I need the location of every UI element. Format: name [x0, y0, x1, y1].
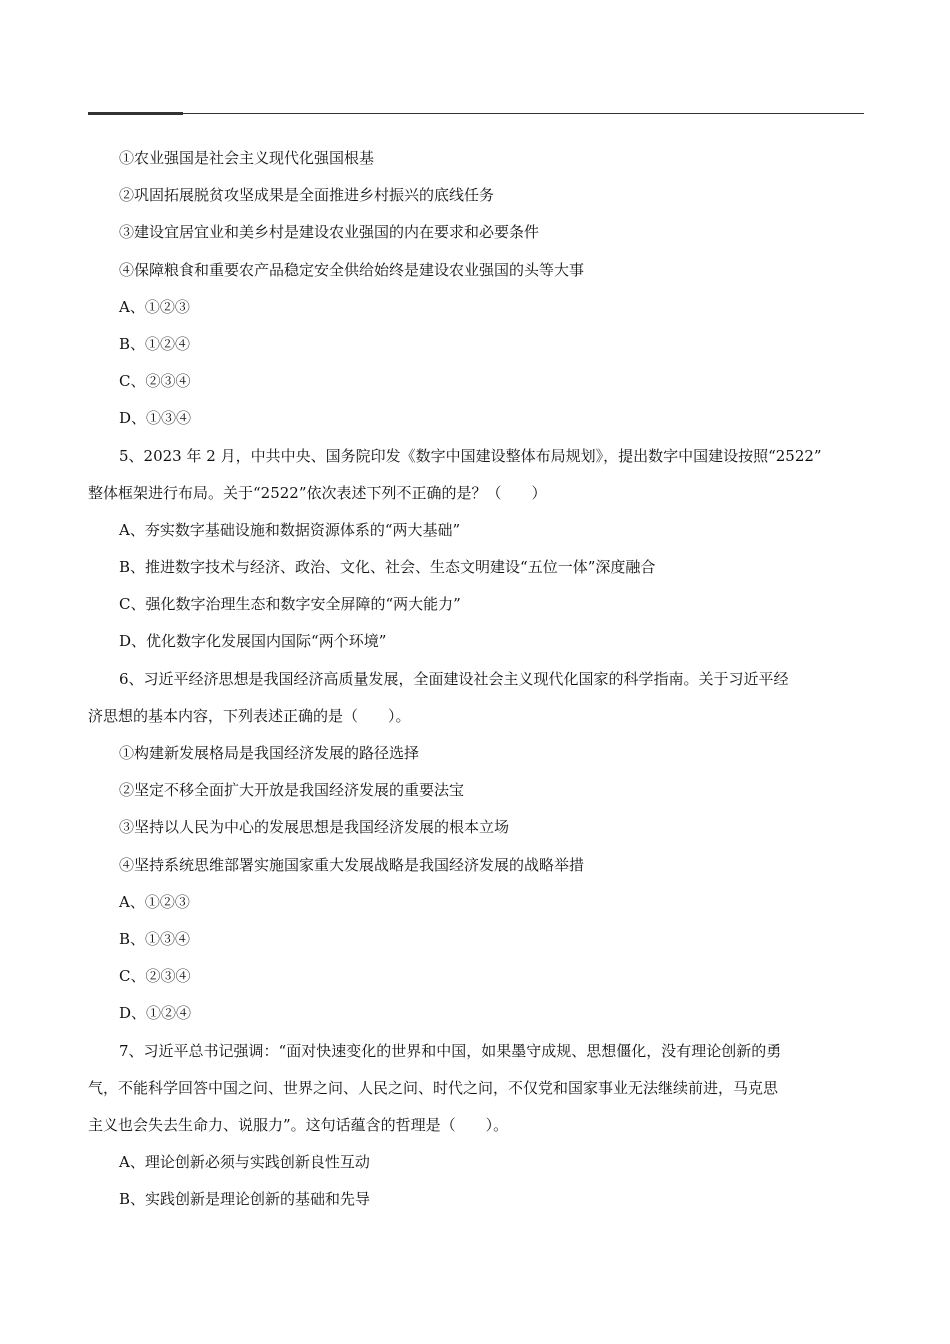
- question-content: [88, 140, 864, 1218]
- option-b: B、①②④: [119, 334, 191, 353]
- option-d: D、①③④: [119, 409, 192, 428]
- question-stem: 7、习近平总书记强调：“面对快速变化的世界和中国，如果墨守成规、思想僵化，没有理论创新的勇: [119, 1041, 782, 1060]
- question-4-options: [88, 289, 864, 438]
- option-a: A、①②③: [119, 297, 190, 316]
- statement: ③建设宜居宜业和美乡村是建设农业强国的内在要求和必要条件: [119, 223, 540, 242]
- statement: ③坚持以人民为中心的发展思想是我国经济发展的根本立场: [119, 818, 510, 837]
- question-stem: 5、2023 年 2 月，中共中央、国务院印发《数字中国建设整体布局规划》，提出数字中国建设按照“2522”: [119, 446, 822, 465]
- option-c: C、②③④: [119, 372, 191, 391]
- question-stem-continued: 整体框架进行布局。关于“2522”依次表述下列不正确的是？（ ）: [88, 483, 547, 502]
- option-a: A、理论创新必须与实践创新良性互动: [119, 1153, 370, 1172]
- statement: ②坚定不移全面扩大开放是我国经济发展的重要法宝: [119, 781, 465, 800]
- option-d: D、①②④: [119, 1004, 192, 1023]
- option-b: B、①③④: [119, 929, 191, 948]
- header-rule-accent: [88, 112, 183, 115]
- option-c: C、强化数字治理生态和数字安全屏障的“两大能力”: [119, 595, 461, 614]
- statement: ④保障粮食和重要农产品稳定安全供给始终是建设农业强国的头等大事: [119, 260, 585, 279]
- option-a: A、①②③: [119, 892, 190, 911]
- option-a: A、夯实数字基础设施和数据资源体系的“两大基础”: [119, 520, 461, 539]
- option-c: C、②③④: [119, 967, 191, 986]
- option-b: B、推进数字技术与经济、政治、文化、社会、生态文明建设“五位一体”深度融合: [119, 558, 656, 577]
- option-d: D、优化数字化发展国内国际“两个环境”: [119, 632, 387, 651]
- option-b: B、实践创新是理论创新的基础和先导: [119, 1190, 371, 1209]
- question-stem-continued: 济思想的基本内容，下列表述正确的是（ ）。: [88, 706, 411, 725]
- question-stem-continued: 主义也会失去生命力、说服力”。这句话蕴含的哲理是（ ）。: [88, 1115, 509, 1134]
- question-stem: 6、习近平经济思想是我国经济高质量发展，全面建设社会主义现代化国家的科学指南。关于习近平经: [119, 669, 789, 688]
- question-4-statements: [88, 140, 864, 289]
- question-6: [88, 661, 864, 1033]
- statement: ①农业强国是社会主义现代化强国根基: [119, 149, 375, 167]
- question-7: [88, 1033, 864, 1219]
- statement: ④坚持系统思维部署实施国家重大发展战略是我国经济发展的战略举措: [119, 855, 585, 874]
- header-rule: [88, 113, 864, 114]
- question-5: [88, 438, 864, 661]
- statement: ①构建新发展格局是我国经济发展的路径选择: [119, 744, 420, 762]
- statement: ②巩固拓展脱贫攻坚成果是全面推进乡村振兴的底线任务: [119, 186, 495, 205]
- question-stem-continued: 气，不能科学回答中国之问、世界之问、人民之问、时代之问，不仅党和国家事业无法继续前进，马克思: [88, 1078, 779, 1097]
